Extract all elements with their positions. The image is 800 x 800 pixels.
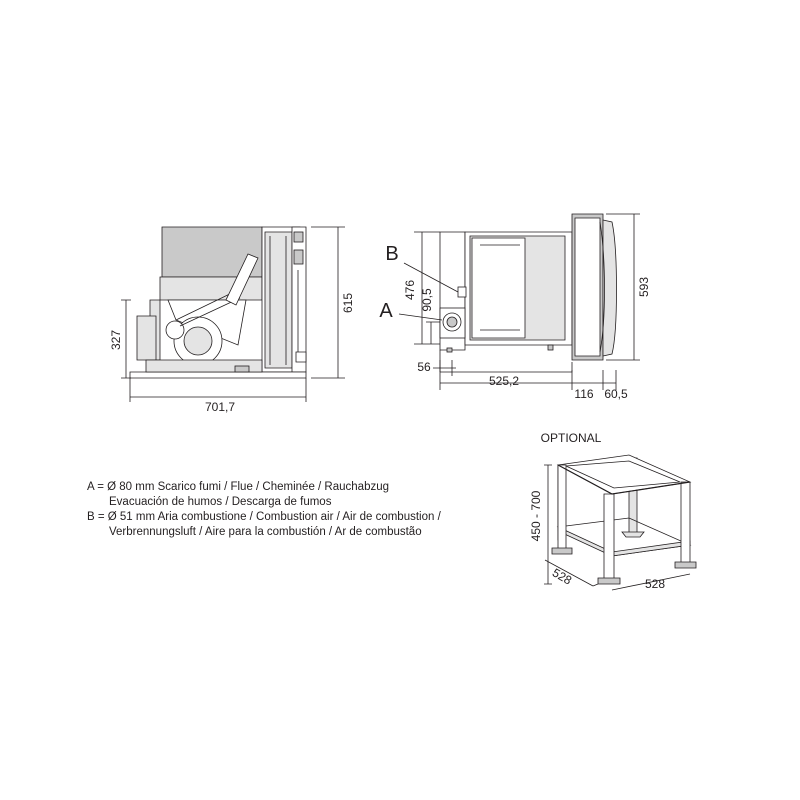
rear-right-offset-2-label: 60,5 — [604, 387, 628, 401]
optional-title: OPTIONAL — [540, 431, 602, 445]
rear-right-offset-1-label: 116 — [574, 387, 594, 401]
legend — [87, 480, 441, 540]
optional-stand — [544, 455, 696, 590]
legend-a-line-2: Evacuación de humos / Descarga de fumos — [109, 496, 332, 508]
side-leg-height-label: 327 — [109, 329, 123, 351]
rear-b-height-label: 476 — [403, 279, 417, 301]
legend-b-line-1: B = Ø 51 mm Aria combustione / Combustion air / Air de combustion / — [87, 511, 441, 523]
side-height-label: 615 — [341, 292, 355, 314]
rear-height-label: 593 — [637, 276, 651, 298]
rear-view — [399, 214, 640, 390]
label-a: A — [379, 300, 393, 322]
stand-height-label: 450 - 700 — [529, 490, 543, 542]
label-b: B — [385, 243, 399, 265]
legend-b-line-2: Verbrennungsluft / Aire para la combustión / Ar de combustão — [109, 526, 422, 538]
rear-width-label: 525,2 — [488, 374, 520, 388]
legend-a-line-1: A = Ø 80 mm Scarico fumi / Flue / Cheminée / Rauchabzug — [87, 481, 390, 493]
rear-a-height-label: 90,5 — [420, 288, 434, 312]
stand-depth-label: 528 — [549, 565, 575, 588]
side-depth-label: 701,7 — [204, 400, 236, 414]
rear-a-offset-label: 56 — [417, 360, 431, 374]
stand-width-label: 528 — [644, 577, 666, 591]
side-view — [121, 227, 345, 402]
